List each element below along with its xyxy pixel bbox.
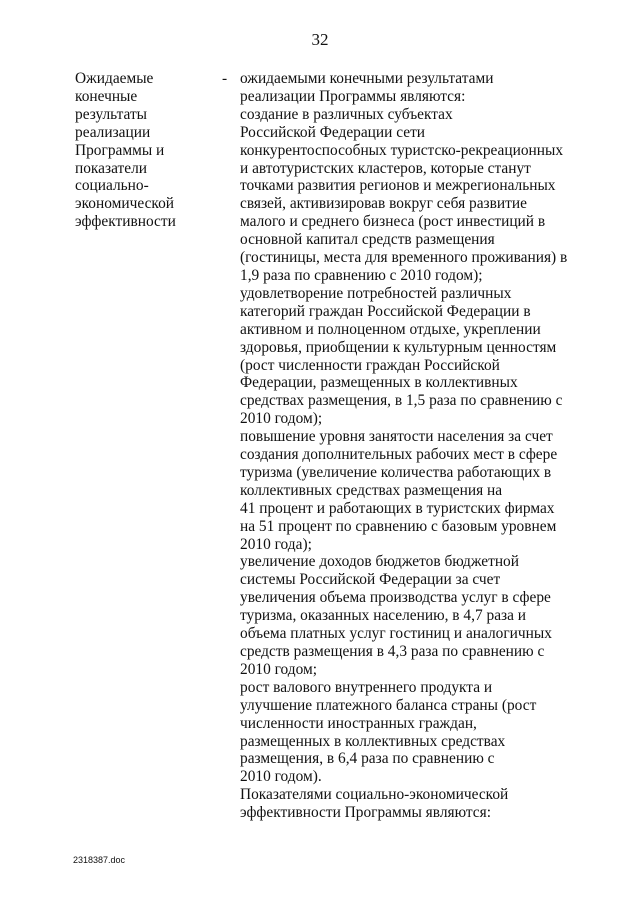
body-line: Показателями социально-экономической — [240, 786, 509, 804]
heading-line: показатели — [75, 159, 147, 177]
body-line: улучшение платежного баланса страны (рост — [240, 696, 537, 714]
body-line: эффективности Программы являются: — [240, 804, 491, 822]
body-line: на 51 процент по сравнению с базовым уровнем — [240, 517, 557, 535]
body-line: (рост численности граждан Российской — [240, 356, 500, 374]
body-line: коллективных средствах размещения на — [240, 481, 503, 499]
heading-line: Программы и — [75, 141, 165, 159]
body-line: увеличения объема производства услуг в сфере — [240, 589, 551, 607]
body-line: 2010 года); — [240, 535, 312, 553]
body-line: конкурентоспособных туристско-рекреационных — [240, 141, 564, 159]
body-line: туризма, оказанных населению, в 4,7 раза и — [240, 607, 527, 625]
heading-line: Ожидаемые — [75, 70, 154, 87]
section-heading — [75, 70, 215, 231]
body-line: активном и полноценном отдыхе, укреплении — [240, 320, 541, 338]
heading-line: реализации — [75, 123, 151, 141]
body-line: и автотуристских кластеров, которые станут — [240, 159, 531, 177]
heading-line: конечные — [75, 87, 138, 105]
body-line: основной капитал средств размещения — [240, 231, 495, 249]
body-line: удовлетворение потребностей различных — [240, 284, 512, 302]
body-line: 2010 годом); — [240, 410, 323, 428]
heading-line: экономической — [75, 195, 175, 213]
heading-line: социально- — [75, 177, 149, 195]
body-line: туризма (увеличение количества работающих в — [240, 463, 552, 481]
body-line: увеличение доходов бюджетов бюджетной — [240, 553, 519, 571]
body-line: (гостиницы, места для временного проживания) в — [240, 249, 568, 267]
body-line: категорий граждан Российской Федерации в — [240, 302, 531, 320]
body-line: 41 процент и работающих в туристских фирмах — [240, 499, 555, 517]
body-line: связей, активизировав вокруг себя развитие — [240, 195, 527, 213]
body-line: средствах размещения, в 1,5 раза по сравнению с — [240, 392, 563, 410]
body-line: создания дополнительных рабочих мест в сфере — [240, 446, 558, 464]
body-line: Федерации, размещенных в коллективных — [240, 374, 518, 392]
list-dash: - — [222, 70, 228, 87]
body-line: 2010 годом). — [240, 768, 322, 786]
section-body — [240, 70, 585, 822]
body-line: 1,9 раза по сравнению с 2010 годом); — [240, 266, 483, 284]
body-line: размещения, в 6,4 раза по сравнению с — [240, 750, 495, 768]
document-filename: 2318387.doc — [73, 855, 126, 865]
body-line: здоровья, приобщении к культурным ценностям — [240, 338, 557, 356]
body-line: Российской Федерации сети — [240, 123, 426, 141]
body-line: точками развития регионов и межрегиональных — [240, 177, 556, 195]
body-line: средств размещения в 4,3 раза по сравнению с — [240, 643, 545, 660]
body-line: повышение уровня занятости населения за счет — [240, 428, 553, 446]
body-line: системы Российской Федерации за счет — [240, 571, 501, 589]
page-number: 32 — [311, 30, 329, 49]
body-line: размещенных в коллективных средствах — [240, 732, 506, 750]
heading-line: эффективности — [75, 213, 176, 231]
body-line: 2010 годом; — [240, 660, 318, 678]
heading-line: результаты — [75, 105, 148, 123]
body-line: рост валового внутреннего продукта и — [240, 678, 493, 696]
body-line: численности иностранных граждан, — [240, 714, 477, 732]
body-line: малого и среднего бизнеса (рост инвестиций в — [240, 213, 546, 231]
body-line: объема платных услуг гостиниц и аналогичных — [240, 625, 552, 643]
body-line: реализации Программы являются: — [240, 87, 466, 105]
body-line: ожидаемыми конечными результатами — [240, 70, 494, 87]
body-line: создание в различных субъектах — [240, 105, 453, 123]
